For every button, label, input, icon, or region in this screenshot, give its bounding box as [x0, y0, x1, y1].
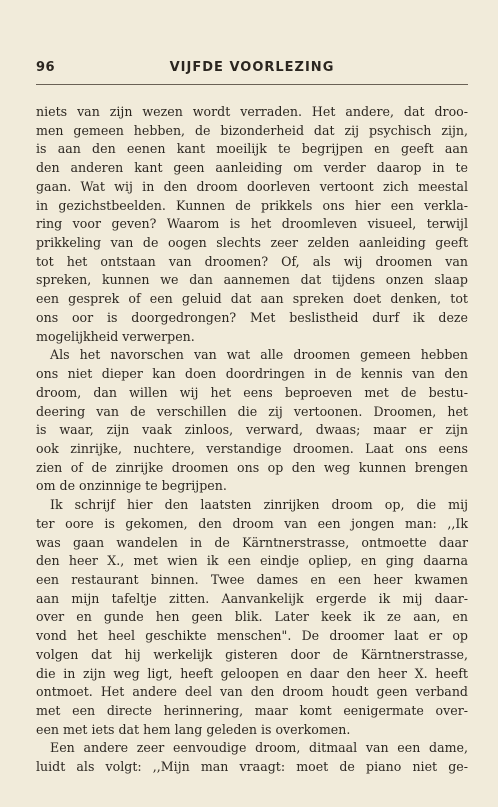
page-header	[36, 60, 468, 80]
text-line: ons niet dieper kan doen doordringen in de kennis van den	[36, 366, 468, 382]
text-line: deering van de verschillen die zij vertoonen. Droomen, het	[36, 403, 468, 419]
text-line: is waar, zijn vaak zinloos, verward, dwaas; maar er zijn	[36, 422, 468, 438]
header-rule	[36, 84, 468, 85]
text-line: den heer X., met wien ik een eindje opliep, en ging daarna	[36, 553, 468, 569]
text-line: met een directe herinnering, maar komt eenigermate over-	[36, 703, 468, 718]
text-line: volgen dat hij werkelijk gisteren door de Kärntnerstrasse,	[36, 646, 468, 662]
text-line: ook zinrijke, nuchtere, verstandige droomen. Laat ons eens	[36, 440, 468, 456]
paragraph	[36, 346, 468, 496]
text-line: Ik schrijf hier den laatsten zinrijken droom op, die mij	[50, 497, 468, 513]
text-line: droom, dan willen wij het eens beproeven met de bestu-	[36, 384, 468, 400]
body-text	[36, 103, 468, 777]
text-line: in gezichstbeelden. Kunnen de prikkels ons hier een verkla-	[36, 197, 468, 213]
text-line: luidt als volgt: ,,Mijn man vraagt: moet de piano niet ge-	[36, 759, 468, 775]
text-line: over en gunde hen geen blik. Later keek ik ze aan, en	[36, 609, 468, 625]
text-line: mogelijkheid verwerpen.	[36, 328, 195, 344]
text-line: prikkeling van de oogen slechts zeer zelden aanleiding geeft	[36, 235, 468, 251]
text-line: zien of de zinrijke droomen ons op den weg kunnen brengen	[36, 459, 468, 475]
text-line: Als het navorschen van wat alle droomen gemeen hebben	[50, 347, 468, 363]
text-line: ring voor geven? Waarom is het droomleven visueel, terwijl	[36, 216, 468, 232]
text-line: spreken, kunnen we dan aannemen dat tijdens onzen slaap	[36, 272, 468, 288]
text-line: den anderen kant geen aanleiding om verder daarop in te	[36, 160, 468, 176]
text-line: men gemeen hebben, de bizonderheid dat zij psychisch zijn,	[36, 122, 468, 138]
paragraph	[36, 103, 468, 346]
paragraph	[36, 496, 468, 739]
text-line: is aan den eenen kant moeilijk te begrijpen en geeft aan	[36, 141, 468, 157]
text-line: een restaurant binnen. Twee dames en een heer kwamen	[36, 571, 468, 587]
text-line: Een andere zeer eenvoudige droom, ditmaal van een dame,	[50, 740, 468, 756]
text-line: aan mijn tafeltje zitten. Aanvankelijk ergerde ik mij daar-	[36, 590, 468, 606]
text-line: ontmoet. Het andere deel van den droom houdt geen verband	[36, 684, 468, 700]
text-line: een met iets dat hem lang geleden is overkomen.	[36, 721, 351, 737]
text-line: die in zijn weg ligt, heeft geloopen en daar den heer X. heeft	[36, 665, 468, 681]
running-head: VIJFDE VOORLEZING	[169, 60, 335, 75]
text-line: ons oor is doorgedrongen? Met beslistheid durf ik deze	[36, 309, 468, 325]
text-line: tot het ontstaan van droomen? Of, als wij droomen van	[36, 253, 468, 269]
text-line: was gaan wandelen in de Kärntnerstrasse, ontmoette daar	[36, 534, 468, 550]
text-line: gaan. Wat wij in den droom doorleven vertoont zich meestal	[36, 178, 468, 194]
text-line: ter oore is gekomen, den droom van een jongen man: ,,Ik	[36, 515, 468, 531]
text-line: niets van zijn wezen wordt verraden. Het andere, dat droo-	[36, 104, 468, 119]
text-line: om de onzinnige te begrijpen.	[36, 478, 227, 494]
paragraph	[36, 739, 468, 776]
text-line: een gesprek of een geluid dat aan spreken doet denken, tot	[36, 291, 468, 307]
page-number: 96	[36, 60, 56, 75]
text-line: vond het heel geschikte menschen". De droomer laat er op	[36, 628, 468, 644]
